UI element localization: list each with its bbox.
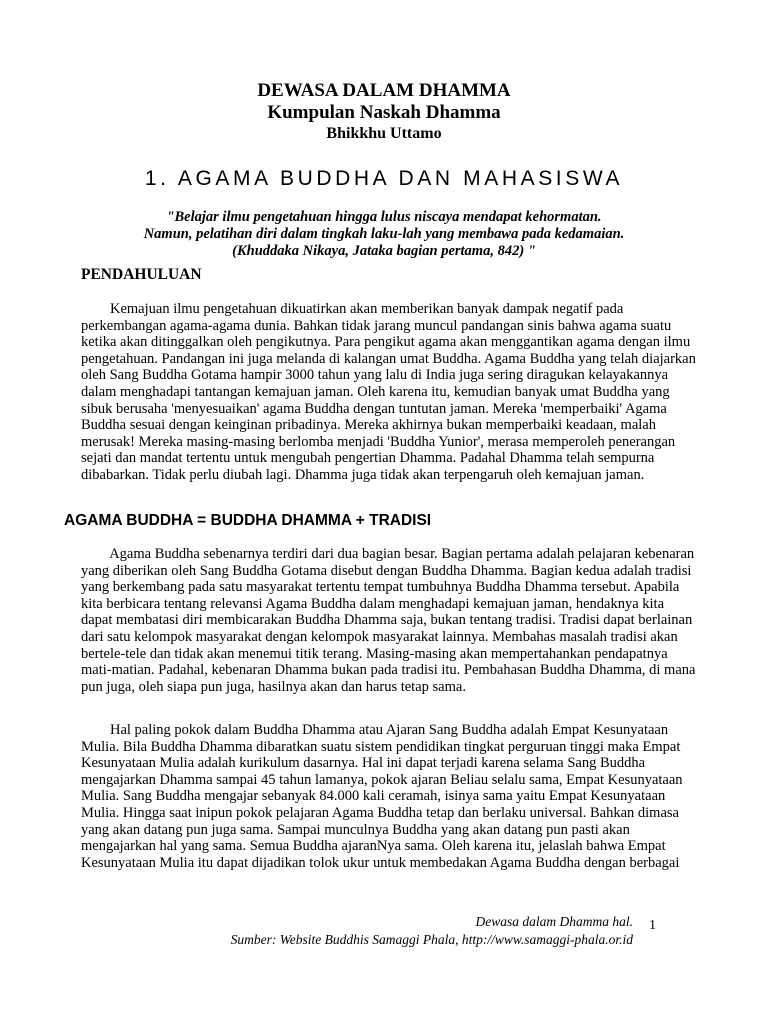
chapter-title: 1. AGAMA BUDDHA DAN MAHASISWA <box>144 167 624 190</box>
paragraph-line: pun juga, oleh siapa pun juga, hasilnya akan dan harus tetap sama. <box>81 678 466 695</box>
paragraph-line: Agama Buddha sebenarnya terdiri dari dua bagian besar. Bagian pertama adalah pelajaran kebenaran <box>81 546 695 562</box>
paragraph-line: Kemajuan ilmu pengetahuan dikuatirkan akan memberikan banyak dampak negatif pada <box>81 301 624 317</box>
paragraph-line: Kesunyataan Mulia itu dapat dijadikan tolok ukur untuk membedakan Agama Buddha dengan berbagai <box>81 854 680 871</box>
paragraph-line: sibuk berusaha 'menyesuaikan' agama Buddha dengan tuntutan jaman. Mereka 'memperbaiki' Agama <box>81 400 667 417</box>
paragraph-line: Mulia. Sang Buddha mengajar sebanyak 84.000 kali ceramah, isinya sama yaitu Empat Kesunyataan <box>81 788 666 805</box>
page-number: 1 <box>649 918 656 933</box>
paragraph-line: oleh Sang Buddha Gotama hampir 3000 tahun yang lalu di India juga sering diragukan kelayakannya <box>81 367 669 384</box>
paragraph-line: Hal paling pokok dalam Buddha Dhamma atau Ajaran Sang Buddha adalah Empat Kesunyataan <box>81 722 669 738</box>
section-heading-pendahuluan: PENDAHULUAN <box>81 266 202 283</box>
footer-source: Sumber: Website Buddhis Samaggi Phala, http://www.samaggi-phala.or.id <box>230 932 633 947</box>
paragraph-agama-buddha-1 <box>81 546 696 695</box>
paragraph-line: Mulia. Hingga saat inipun pokok pelajaran Agama Buddha tetap dan berlaku universal. Bahkan dimasa <box>81 804 679 821</box>
paragraph-line: mati-matian. Padahal, kebenaran Dhamma bukan pada tradisi itu. Pembahasan Buddha Dhamma, di mana <box>81 662 696 679</box>
document-author: Bhikkhu Uttamo <box>326 125 442 142</box>
document-title: DEWASA DALAM DHAMMA <box>257 80 511 101</box>
paragraph-line: yang akan datang pun juga sama. Sampai munculnya Buddha yang akan datang pun pasti akan <box>81 821 630 838</box>
paragraph-line: perkembangan agama-agama dunia. Bahkan tidak jarang muncul pandangan sinis bahwa agama suatu <box>81 317 672 334</box>
paragraph-line: Kesunyataan Mulia adalah kurikulum dasarnya. Hal ini dapat terjadi karena selama Sang Buddha <box>81 755 646 772</box>
paragraph-line: dibabarkan. Tidak perlu diubah lagi. Dhamma juga tidak akan terpengaruh oleh kemajuan jaman. <box>81 466 645 483</box>
title-block <box>0 80 768 144</box>
paragraph-line: Mulia. Bila Buddha Dhamma dibaratkan suatu sistem pendidikan tingkat perguruan tinggi maka Empat <box>81 738 681 755</box>
paragraph-agama-buddha-2 <box>81 722 683 871</box>
paragraph-line: bertele-tele dan tidak akan menemui titik terang. Masing-masing akan mempertahankan pendapatnya <box>81 645 668 662</box>
paragraph-line: mengajarkan hal yang sama. Semua Buddha ajaranNya sama. Oleh karena itu, jelaslah bahwa Empat <box>81 838 666 855</box>
footer-title: Dewasa dalam Dhamma hal. <box>475 914 633 929</box>
paragraph-pendahuluan <box>81 301 696 484</box>
quote-line: (Khuddaka Nikaya, Jataka bagian pertama, 842) " <box>232 243 536 259</box>
paragraph-line: dalam menghadapi tantangan kemajuan jaman. Oleh karena itu, kemudian banyak umat Buddha yang <box>81 383 670 400</box>
section-heading-agama-buddha: AGAMA BUDDHA = BUDDHA DHAMMA + TRADISI <box>64 512 432 529</box>
paragraph-line: dari satu kelompok masyarakat dengan kelompok masyarakat lainnya. Membahas masalah tradisi akan <box>81 628 678 645</box>
paragraph-line: Buddha sesuai dengan keinginan pribadinya. Mereka akhirnya bukan memperbaiki keadaan, malah <box>81 417 656 434</box>
paragraph-line: pengetahuan. Pandangan ini juga melanda di kalangan umat Buddha. Agama Buddha yang telah diajarkan <box>81 350 696 367</box>
paragraph-line: dapat membatasi diri membicarakan Buddha Dhamma saja, bukan tentang tradisi. Tradisi dapat berlainan <box>81 612 693 629</box>
quote-line: "Belajar ilmu pengetahuan hingga lulus niscaya mendapat kehormatan. <box>166 209 602 225</box>
quote-line: Namun, pelatihan diri dalam tingkah laku-lah yang membawa pada kedamaian. <box>143 226 625 242</box>
document-subtitle: Kumpulan Naskah Dhamma <box>267 102 501 123</box>
paragraph-line: kita berbicara tentang relevansi Agama Buddha dalam menghadapi kemajuan jaman, hendaknya kita <box>81 595 665 612</box>
paragraph-line: yang diberikan oleh Sang Buddha Gotama disebut dengan Buddha Dhamma. Bagian kedua adalah tradisi <box>81 562 692 579</box>
paragraph-line: ketika akan ditinggalkan oleh pengikutnya. Para pengikut agama akan menggantikan agama dengan ilmu <box>81 334 691 351</box>
paragraph-line: mengajarkan Dhamma sampai 45 tahun lamanya, pokok ajaran Beliau selalu sama, Empat Kesunyataan <box>81 771 683 788</box>
paragraph-line: yang berkembang pada satu masyarakat tertentu tempat tumbuhnya Buddha Dhamma tersebut. Apabila <box>81 579 680 596</box>
paragraph-line: merusak! Mereka masing-masing berlomba menjadi 'Buddha Yunior', merasa memperoleh penerangan <box>81 433 676 450</box>
epigraph-quote <box>0 209 768 260</box>
page-footer <box>231 913 633 949</box>
paragraph-line: sejati dan mandat tertentu untuk mengubah pengertian Dhamma. Padahal Dhamma telah sempurna <box>81 450 655 467</box>
